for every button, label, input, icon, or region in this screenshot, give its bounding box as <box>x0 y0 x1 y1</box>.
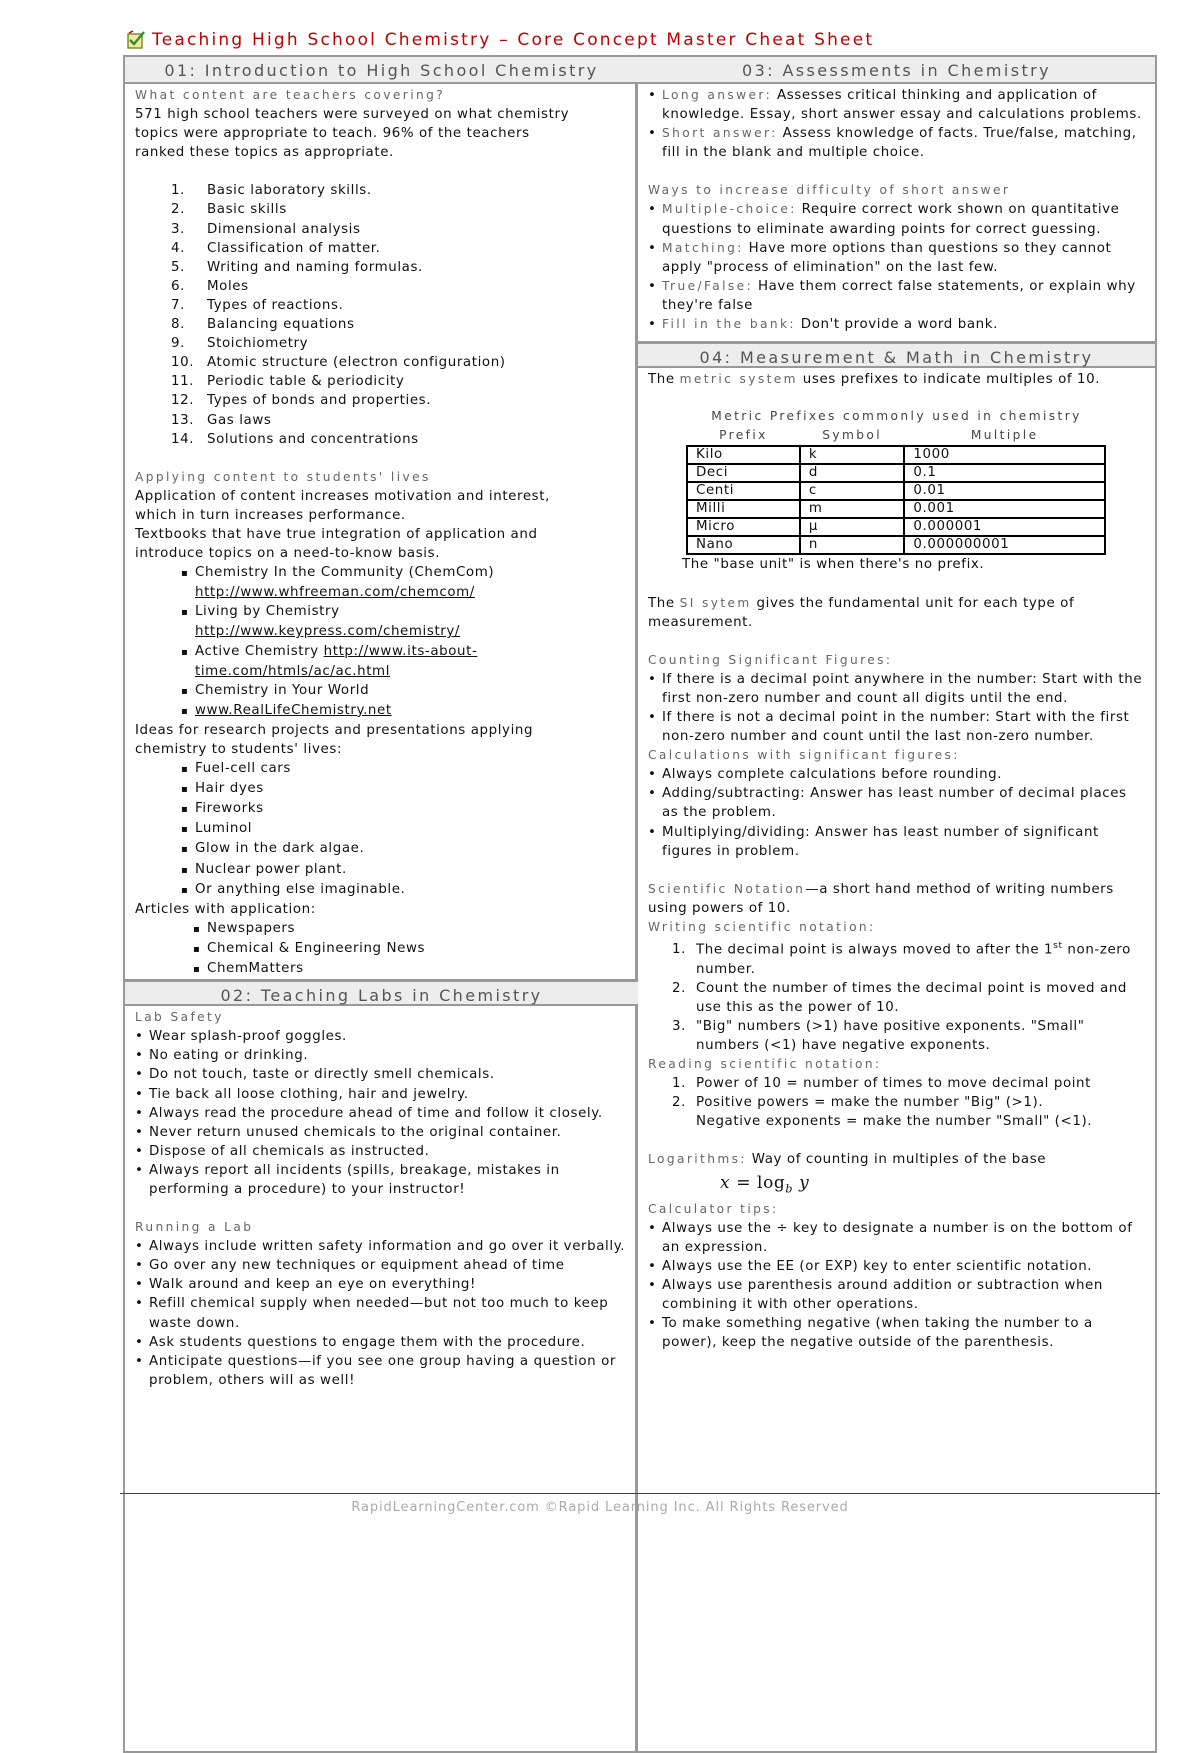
reading-item: 1. Power of 10 = number of times to move decimal point <box>672 1076 1091 1092</box>
si-line: The SI sytem gives the fundamental unit for each type of measurement. <box>648 595 1075 630</box>
checklist-logo-icon <box>126 30 146 50</box>
safety-item: • Tie back all loose clothing, hair and jewelry. <box>135 1085 628 1104</box>
calc-item: • Multiplying/dividing: Answer has least number of significant figures in problem. <box>648 823 1145 861</box>
footer-rule <box>120 1493 1160 1494</box>
safety-item: • No eating or drinking. <box>135 1046 628 1065</box>
chemcom-link[interactable]: http://www.whfreeman.com/chemcom/ <box>195 585 475 601</box>
running-item: • Refill chemical supply when needed—but not too much to keep waste down. <box>135 1294 628 1332</box>
active-chemistry-link[interactable]: http://www.its-about- <box>323 643 478 659</box>
reallifechemistry-link[interactable]: www.RealLifeChemistry.net <box>195 702 392 718</box>
reading-sci-label: Reading scientific notation: <box>648 1057 882 1072</box>
col-header-symbol: Symbol <box>822 428 883 443</box>
applying-content-label: Applying content to students' lives <box>135 469 431 484</box>
log-line: Logarithms: Way of counting in multiples of the base <box>648 1152 1047 1168</box>
idea-item: ▪ Or anything else imaginable. <box>135 880 628 900</box>
ways-item: • True/False: Have them correct false statements, or explain why they're false <box>648 277 1145 315</box>
topic-item: 10. Atomic structure (electron configuration) <box>171 355 506 371</box>
idea-item: ▪ Nuclear power plant. <box>135 860 628 880</box>
base-unit-note: The "base unit" is when there's no prefix. <box>682 557 985 573</box>
writing-item: 1. The decimal point is always moved to after the 1st non-zero number. <box>672 941 1131 977</box>
running-item: • Walk around and keep an eye on everything! <box>135 1275 628 1294</box>
article-item: ▪ Newspapers <box>135 919 628 939</box>
log-formula: $x = \log_b y$ <box>720 1172 810 1195</box>
topic-item: 5. Writing and naming formulas. <box>171 259 423 275</box>
intro-line: 571 high school teachers were surveyed on what chemistry <box>135 107 570 123</box>
intro-line: ranked these topics as appropriate. <box>135 145 394 161</box>
table-caption: Metric Prefixes commonly used in chemistry <box>711 409 1082 424</box>
writing-item: 3. "Big" numbers (>1) have positive exponents. "Small" numbers (<1) have negative exponents. <box>672 1018 1085 1053</box>
ideas-line: chemistry to students' lives: <box>135 742 343 757</box>
table-row: Centi c 0.01 <box>687 482 1105 500</box>
article-item: ▪ Chemical & Engineering News <box>135 939 628 959</box>
col-header-multiple: Multiple <box>970 428 1039 443</box>
ways-item: • Matching: Have more options than questions so they cannot apply "process of elimination" on the last few. <box>648 239 1145 277</box>
calc-tip-item: • To make something negative (when taking the number to a power), keep the negative outside of the parenthesis. <box>648 1314 1145 1352</box>
calc-sigfig-label: Calculations with significant figures: <box>648 748 960 763</box>
section-01-heading: 01: Introduction to High School Chemistry <box>125 57 638 84</box>
topic-item: 12. Types of bonds and properties. <box>171 393 432 409</box>
metric-line: The metric system uses prefixes to indicate multiples of 10. <box>648 372 1101 388</box>
safety-item: • Do not touch, taste or directly smell chemicals. <box>135 1065 628 1084</box>
ideas-line: Ideas for research projects and presentations applying <box>135 722 534 738</box>
topic-item: 3. Dimensional analysis <box>171 221 361 237</box>
topic-item: 2. Basic skills <box>171 202 287 218</box>
calc-tip-item: • Always use parenthesis around addition or subtraction when combining it with other operations. <box>648 1276 1145 1314</box>
topic-item: 1. Basic laboratory skills. <box>171 183 372 199</box>
apply-line: which in turn increases performance. <box>135 507 406 523</box>
article-item: ▪ ChemMatters <box>135 959 628 979</box>
table-row: Deci d 0.1 <box>687 464 1105 482</box>
running-item: • Anticipate questions—if you see one group having a question or problem, others will as well! <box>135 1352 628 1390</box>
footer-text: RapidLearningCenter.com ©Rapid Learning Inc. All Rights Reserved <box>351 1500 849 1515</box>
running-lab-label: Running a Lab <box>135 1220 254 1235</box>
left-column <box>125 57 638 1390</box>
writing-sci-label: Writing scientific notation: <box>648 919 876 934</box>
teachers-question-label: What content are teachers covering? <box>135 88 446 102</box>
book-item: ▪ Active Chemistry http://www.its-about- time.com/htmls/ac/ac.html <box>135 642 628 681</box>
writing-item: 2. Count the number of times the decimal point is moved and use this as the power of 10. <box>672 980 1128 1015</box>
writing-sci-list <box>648 937 1145 1055</box>
idea-item: ▪ Fireworks <box>135 799 628 819</box>
apply-line: Textbooks that have true integration of application and <box>135 526 538 542</box>
topic-item: 6. Moles <box>171 278 249 294</box>
calc-tip-item: • Always use the ÷ key to designate a number is on the bottom of an expression. <box>648 1219 1145 1257</box>
articles-line: Articles with application: <box>135 901 316 917</box>
col-header-prefix: Prefix <box>719 428 768 443</box>
section-04-heading: 04: Measurement & Math in Chemistry <box>638 341 1155 368</box>
table-row: Kilo k 1000 <box>687 446 1105 464</box>
section-02-body <box>125 1006 638 1390</box>
short-answer-item: • Short answer: Assess knowledge of facts. True/false, matching, fill in the blank and multiple choice. <box>648 124 1145 162</box>
apply-line: Application of content increases motivation and interest, <box>135 488 550 504</box>
active-chemistry-link-cont[interactable]: time.com/htmls/ac/ac.html <box>195 663 391 679</box>
book-item: ▪ Living by Chemistry http://www.keypress.com/chemistry/ <box>135 602 628 641</box>
table-row: Micro μ 0.000001 <box>687 518 1105 536</box>
idea-item: ▪ Luminol <box>135 819 628 839</box>
topic-item: 7. Types of reactions. <box>171 297 344 313</box>
topic-item: 11. Periodic table & periodicity <box>171 374 405 390</box>
book-item: ▪ Chemistry In the Community (ChemCom) http://www.whfreeman.com/chemcom/ <box>135 563 628 602</box>
ways-item: • Multiple-choice: Require correct work shown on quantitative questions to eliminate awarding points for correct guessing. <box>648 200 1145 238</box>
calc-item: • Adding/subtracting: Answer has least number of decimal places as the problem. <box>648 784 1145 822</box>
calculator-tips-label: Calculator tips: <box>648 1201 779 1216</box>
living-by-chemistry-link[interactable]: http://www.keypress.com/chemistry/ <box>195 624 461 640</box>
table-row: Nano n 0.000000001 <box>687 536 1105 554</box>
section-03-heading: 03: Assessments in Chemistry <box>638 57 1155 84</box>
book-item <box>135 701 628 721</box>
sci-notation-line: Scientific Notation—a short hand method of writing numbers using powers of 10. <box>648 881 1114 916</box>
topic-item: 14. Solutions and concentrations <box>171 431 419 447</box>
sigfig-item: • If there is a decimal point anywhere in the number: Start with the first non-zero number and count all digits until the end. <box>648 670 1145 708</box>
ways-item: • Fill in the bank: Don't provide a word bank. <box>648 315 1145 334</box>
topic-item: 13. Gas laws <box>171 412 272 428</box>
lab-safety-label: Lab Safety <box>135 1010 224 1025</box>
sigfig-item: • If there is not a decimal point in the number: Start with the first non-zero number and count until the last non-zero number. <box>648 708 1145 746</box>
idea-item: ▪ Glow in the dark algae. <box>135 839 628 859</box>
topic-item: 4. Classification of matter. <box>171 240 381 256</box>
ways-label: Ways to increase difficulty of short answer <box>648 183 1011 198</box>
topic-list <box>135 181 628 448</box>
right-column <box>638 57 1155 1352</box>
metric-prefix-table <box>686 426 1106 555</box>
section-03-body <box>638 84 1155 341</box>
running-item: • Go over any new techniques or equipment ahead of time <box>135 1256 628 1275</box>
safety-item: • Always read the procedure ahead of time and follow it closely. <box>135 1104 628 1123</box>
safety-item: • Wear splash-proof goggles. <box>135 1027 628 1046</box>
section-04-body <box>638 368 1155 1352</box>
topic-item: 9. Stoichiometry <box>171 336 309 352</box>
intro-line: topics were appropriate to teach. 96% of the teachers <box>135 126 530 142</box>
book-item: ▪ Chemistry in Your World <box>135 681 628 701</box>
sigfig-label: Counting Significant Figures: <box>648 652 893 667</box>
topic-item: 8. Balancing equations <box>171 317 355 333</box>
section-01-body <box>125 84 638 979</box>
reading-sci-list <box>648 1074 1145 1131</box>
page-title <box>126 30 874 50</box>
idea-item: ▪ Fuel-cell cars <box>135 759 628 779</box>
safety-item: • Dispose of all chemicals as instructed. <box>135 1142 628 1161</box>
safety-item: • Always report all incidents (spills, breakage, mistakes in performing a procedure) to your instructor! <box>135 1161 628 1199</box>
reading-item: 2. Positive powers = make the number "Big" (>1). Negative exponents = make the number "Small" (<1). <box>672 1095 1093 1130</box>
idea-item: ▪ Hair dyes <box>135 779 628 799</box>
section-02-heading: 02: Teaching Labs in Chemistry <box>125 979 638 1006</box>
apply-line: introduce topics on a need-to-know basis. <box>135 546 441 562</box>
running-item: • Always include written safety information and go over it verbally. <box>135 1237 628 1256</box>
running-item: • Ask students questions to engage them with the procedure. <box>135 1333 628 1352</box>
safety-item: • Never return unused chemicals to the original container. <box>135 1123 628 1142</box>
table-row: Milli m 0.001 <box>687 500 1105 518</box>
page-title-text: Teaching High School Chemistry – Core Concept Master Cheat Sheet <box>152 30 875 50</box>
long-answer-item: • Long answer: Assesses critical thinking and application of knowledge. Essay, short answer essay and calculations problems. <box>648 86 1145 124</box>
calc-item: • Always complete calculations before rounding. <box>648 765 1145 784</box>
calc-tip-item: • Always use the EE (or EXP) key to enter scientific notation. <box>648 1257 1145 1276</box>
